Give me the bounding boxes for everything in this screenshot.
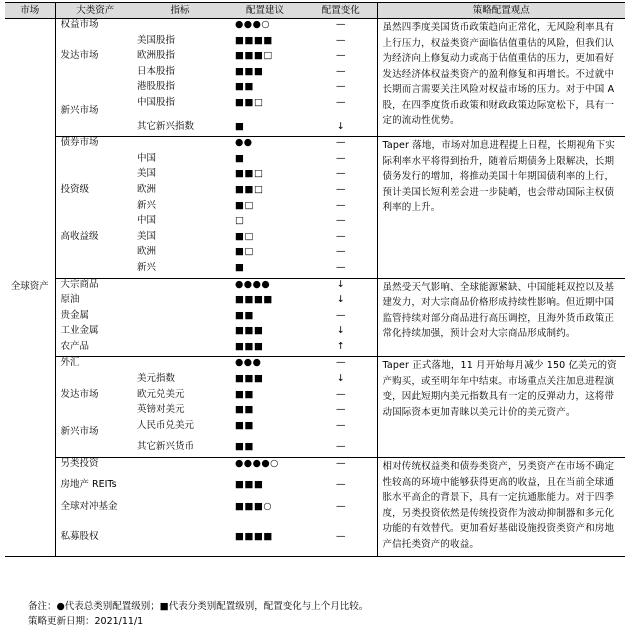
recommendation-cell: ■■■ <box>235 478 264 490</box>
indicator-cell <box>135 325 225 341</box>
asset-class-cell: 私募股权 <box>55 518 135 557</box>
recommendation-cell: ■■□ <box>235 168 264 180</box>
recommendation-cell: ■■ <box>235 309 254 321</box>
asset-class-cell <box>55 215 135 231</box>
indicator-cell: 中国 <box>137 152 157 164</box>
change-cell: — <box>305 246 377 262</box>
asset-class-cell <box>55 81 135 97</box>
table-row <box>5 19 625 35</box>
footnote: 备注：●代表总类别配置级别；■代表分类别配置级别，配置变化与上个月比较。 <box>28 601 369 612</box>
asset-class-cell: 债券市场 <box>55 137 135 153</box>
change-cell: — <box>305 81 377 97</box>
recommendation-cell: ■□ <box>235 230 254 242</box>
asset-class-cell: 新兴市场 <box>60 104 99 116</box>
indicator-cell: 其它新兴货币 <box>137 441 195 453</box>
change-cell: — <box>305 357 377 373</box>
indicator-cell: 欧洲 <box>137 246 157 258</box>
asset-class-cell: 另类投资 <box>55 458 135 474</box>
change-cell: — <box>305 496 377 518</box>
view-cell: 虽然受天气影响、全球能源紧缺、中国能耗双控以及基建发力，对大宗商品价格形成持续性影响。但近期中国监管持续对部分商品进行高压调控，且海外货币政策正常化持续加强，预计会对大宗商品形成制约。 <box>377 278 625 357</box>
indicator-cell <box>135 278 225 294</box>
change-cell: — <box>305 262 377 278</box>
indicator-cell <box>135 310 225 326</box>
indicator-cell: 其它新兴指数 <box>137 120 195 132</box>
table-row <box>5 458 625 474</box>
change-cell: — <box>305 518 377 557</box>
change-cell: ↓ <box>305 121 377 137</box>
indicator-cell: 欧洲 <box>137 183 157 195</box>
asset-class-cell: 大宗商品 <box>55 278 135 294</box>
header-indicator: 指标 <box>135 3 225 19</box>
change-cell: — <box>305 168 377 184</box>
recommendation-cell: ■■ <box>235 419 254 431</box>
indicator-cell <box>135 137 225 153</box>
indicator-cell <box>135 474 225 496</box>
indicator-cell: 日本股指 <box>137 65 176 77</box>
table-row <box>5 278 625 294</box>
recommendation-cell: ■■■■ <box>225 518 305 557</box>
recommendation-cell: ■■ <box>235 81 254 93</box>
indicator-cell <box>135 19 225 35</box>
asset-class-cell: 外汇 <box>55 357 135 373</box>
view-cell: 相对传统权益类和债券类资产，另类资产在市场不确定性较高的环境中能够获得更高的收益，且在当前全球通胀水平高企的背景下，具有一定抗通胀能力。对于四季度，另类投资依然是传统投资作为波动抑制器和多元化功能的有效替代。更加看好基础设施投资类资产和房地产信托类资产的收益。 <box>377 458 625 557</box>
asset-class-cell: 原油 <box>60 294 80 306</box>
asset-class-cell <box>55 441 135 457</box>
change-cell: — <box>305 474 377 496</box>
recommendation-cell: ■■■ <box>235 325 264 337</box>
recommendation-cell: ■□ <box>235 246 254 258</box>
asset-class-cell <box>55 404 135 420</box>
change-cell: — <box>305 35 377 51</box>
asset-class-cell <box>55 200 135 216</box>
recommendation-cell: ●●● <box>225 357 305 373</box>
indicator-cell: 中国 <box>137 215 157 227</box>
indicator-cell: 美元指数 <box>137 373 176 385</box>
recommendation-cell: ●●●○ <box>225 19 305 35</box>
change-cell: — <box>305 310 377 326</box>
change-cell: — <box>305 458 377 474</box>
recommendation-cell: ■■■ <box>235 340 264 352</box>
asset-class-cell <box>55 66 135 82</box>
asset-class-cell: 房地产 REITs <box>60 478 117 490</box>
change-cell: — <box>305 97 377 121</box>
recommendation-cell: ■□ <box>235 199 254 211</box>
header-recommendation: 配置建议 <box>225 3 305 19</box>
indicator-cell: 新兴 <box>137 261 157 273</box>
change-cell: — <box>305 50 377 66</box>
change-cell: ↓ <box>305 325 377 341</box>
recommendation-cell: ■ <box>235 120 245 132</box>
header-change: 配置变化 <box>305 3 377 19</box>
indicator-cell <box>135 458 225 474</box>
indicator-cell <box>135 294 225 310</box>
indicator-cell: 新兴 <box>137 199 157 211</box>
change-cell: — <box>305 153 377 169</box>
header-view: 策略配置观点 <box>377 3 625 19</box>
recommendation-cell: ■■ <box>235 388 254 400</box>
recommendation-cell: ■■ <box>235 404 254 416</box>
header-market: 市场 <box>5 3 55 19</box>
view-cell: 虽然四季度美国货币政策趋向正常化，无风险利率具有上行压力，权益类资产面临估值重估的风险，但我们认为经济向上修复动力或高于估值重估的压力，更加看好发达经济体权益类资产的盈利修复和再增长。不过就中长期而言需要关注风险对权益市场的压力。对于中国 A 股，在四季度货币政策和财政政策边际宽松下，具有一定的流动性优势。 <box>377 19 625 137</box>
indicator-cell <box>135 518 225 557</box>
change-cell: ↓ <box>305 373 377 389</box>
change-cell: — <box>305 184 377 200</box>
asset-class-cell: 工业金属 <box>60 325 99 337</box>
change-cell: — <box>305 200 377 216</box>
recommendation-cell: ■■■○ <box>235 500 273 512</box>
indicator-cell: 欧洲股指 <box>137 50 176 62</box>
change-cell: — <box>305 66 377 82</box>
asset-class-cell: 全球对冲基金 <box>60 500 118 512</box>
change-cell: — <box>305 389 377 405</box>
asset-class-cell: 高收益级 <box>60 230 99 242</box>
asset-class-cell: 新兴市场 <box>60 425 99 437</box>
asset-class-cell: 发达市场 <box>60 50 99 62</box>
asset-class-cell: 投资级 <box>60 183 90 195</box>
recommendation-cell: ■■■ <box>235 65 264 77</box>
table-header-row <box>5 3 625 19</box>
indicator-cell <box>135 496 225 518</box>
change-cell: — <box>305 404 377 420</box>
view-cell: Taper 正式落地，11 月开始每月减少 150 亿美元的资产购买，或至明年年中结束。市场重点关注加息进程演变，因此短期内美元指数具有一定的反弹动力，这将带动国际资本更加青睐以美元计价的美元资产。 <box>377 357 625 458</box>
asset-class-cell <box>55 262 135 278</box>
asset-class-cell <box>55 373 135 389</box>
asset-class-cell: 权益市场 <box>55 19 135 35</box>
indicator-cell: 美国 <box>137 230 157 242</box>
recommendation-cell: ■■■■ <box>235 294 273 306</box>
recommendation-cell: □ <box>235 215 245 227</box>
allocation-table <box>5 2 625 557</box>
recommendation-cell: ●●●● <box>225 278 305 294</box>
update-date: 策略更新日期：2021/11/1 <box>28 616 144 627</box>
recommendation-cell: ■■■□ <box>235 50 273 62</box>
recommendation-cell: ■■□ <box>235 183 264 195</box>
asset-class-cell <box>55 168 135 184</box>
change-cell: ↓ <box>305 294 377 310</box>
change-cell: — <box>305 215 377 231</box>
change-cell: — <box>305 441 377 457</box>
change-cell: ↓ <box>305 278 377 294</box>
change-cell: — <box>305 137 377 153</box>
change-cell: — <box>305 19 377 35</box>
change-cell: — <box>305 420 377 442</box>
change-cell: — <box>305 231 377 247</box>
recommendation-cell: ■ <box>235 261 245 273</box>
table-row <box>5 137 625 153</box>
asset-class-cell: 贵金属 <box>60 309 90 321</box>
table-row <box>5 357 625 373</box>
asset-class-cell <box>55 153 135 169</box>
header-asset-class: 大类资产 <box>55 3 135 19</box>
asset-class-cell <box>55 121 135 137</box>
indicator-cell: 人民币兑美元 <box>137 419 195 431</box>
indicator-cell: 港股股指 <box>137 81 176 93</box>
market-cell: 全球资产 <box>5 19 55 557</box>
recommendation-cell: ■ <box>235 152 245 164</box>
indicator-cell: 中国股指 <box>137 96 176 108</box>
recommendation-cell: ■■■■ <box>235 34 273 46</box>
indicator-cell <box>135 341 225 357</box>
view-cell: Taper 落地，市场对加息进程提上日程，长期视角下实际利率水平将得到抬升，随着后期债务上限解决，长期债务发行的增加，将推动美国十年期国债利率的上行，预计美国长短利差会进一步陡峭，也会带动国际主权债利率的上升。 <box>377 137 625 278</box>
recommendation-cell: ■■■ <box>235 373 264 385</box>
indicator-cell: 美国 <box>137 168 157 180</box>
asset-class-cell: 农产品 <box>60 340 90 352</box>
asset-class-cell <box>55 246 135 262</box>
asset-class-cell <box>55 35 135 51</box>
recommendation-cell: ■■ <box>235 441 254 453</box>
asset-class-cell: 发达市场 <box>60 388 99 400</box>
recommendation-cell: ■■□ <box>235 96 264 108</box>
indicator-cell: 英镑对美元 <box>137 404 185 416</box>
indicator-cell: 欧元兑美元 <box>137 388 185 400</box>
change-cell: ↑ <box>305 341 377 357</box>
indicator-cell <box>135 357 225 373</box>
indicator-cell: 美国股指 <box>137 34 176 46</box>
recommendation-cell: ●● <box>225 137 305 153</box>
recommendation-cell: ●●●●○ <box>225 458 305 474</box>
